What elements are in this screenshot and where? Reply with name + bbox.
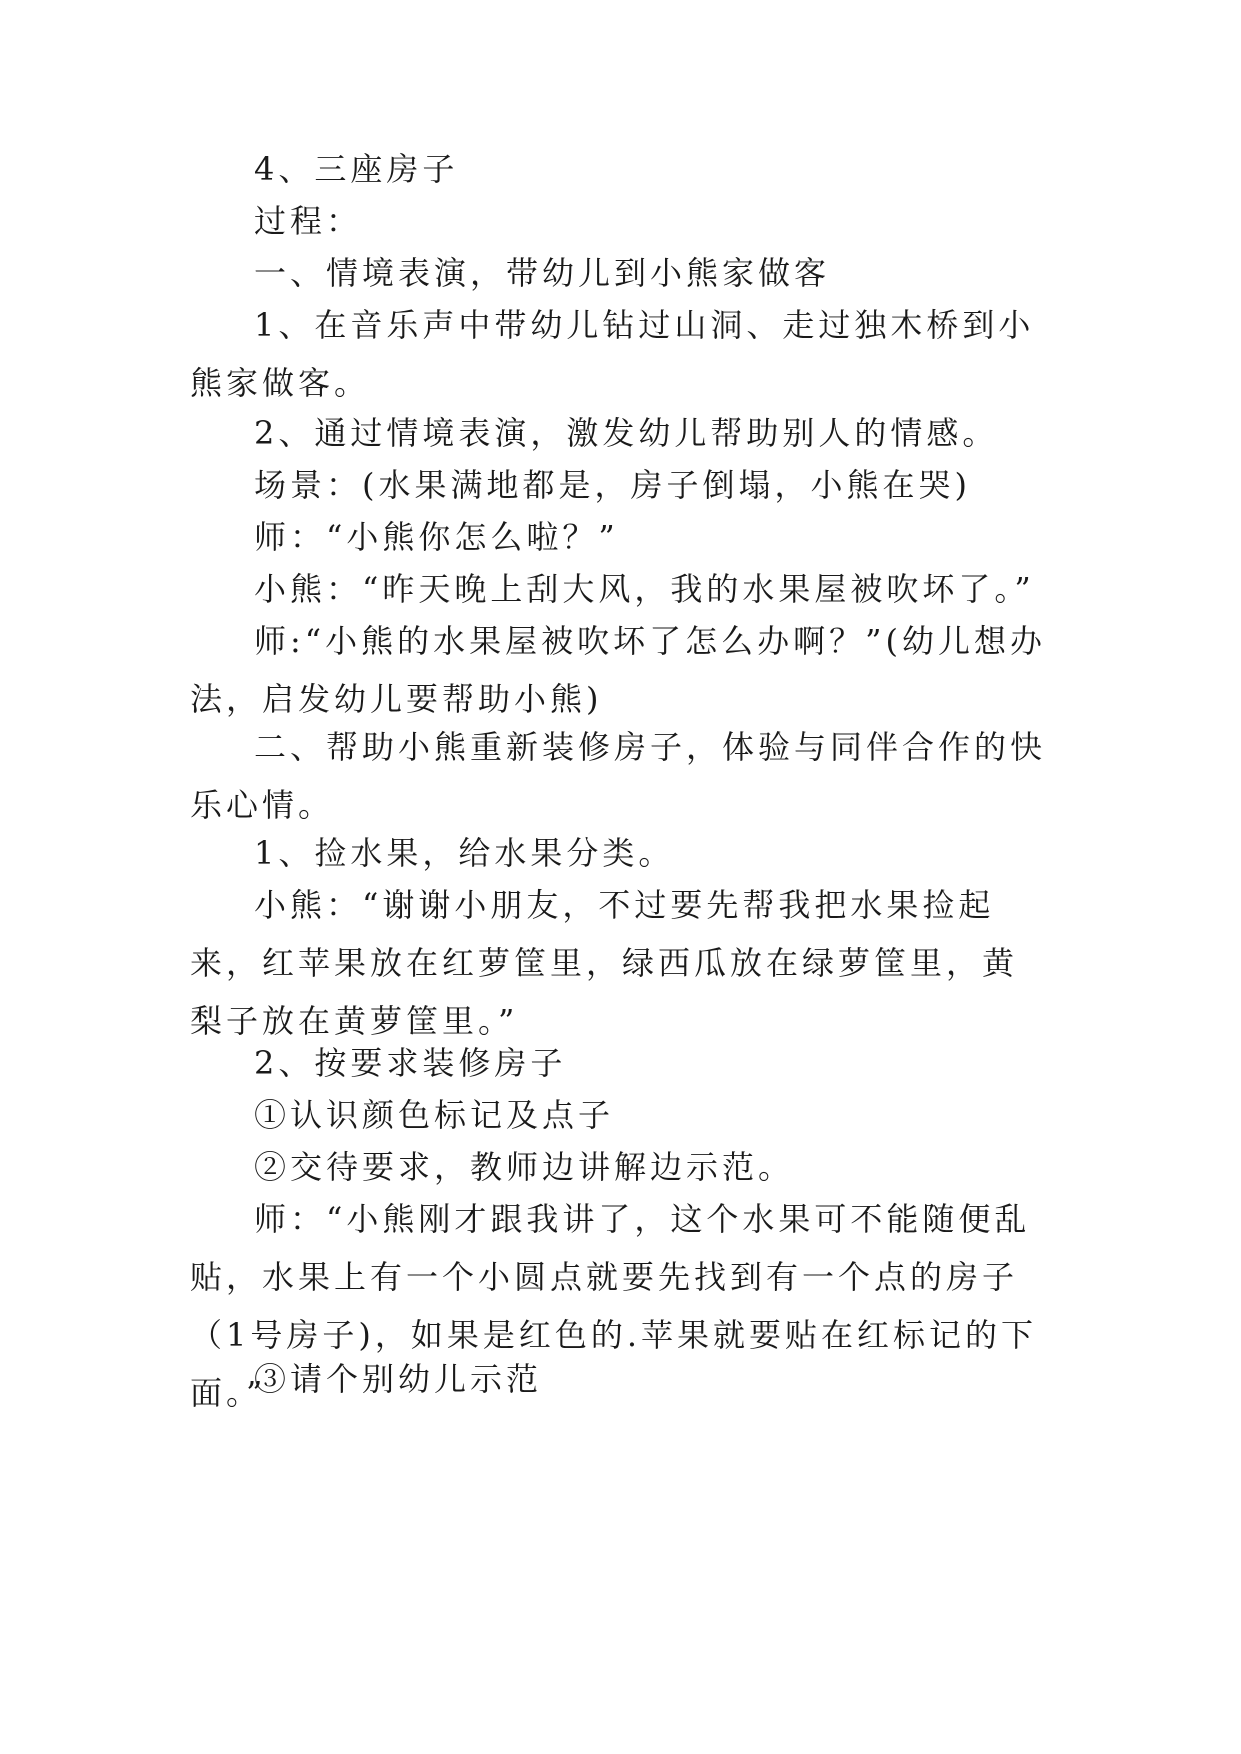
paragraph: 过程：	[254, 202, 363, 240]
paragraph: 一、情境表演，带幼儿到小熊家做客	[254, 254, 831, 292]
paragraph: 2、按要求装修房子	[254, 1044, 567, 1082]
paragraph: 师：“小熊刚才跟我讲了，这个水果可不能随便乱贴，水果上有一个小圆点就要先找到有一个点的房子（1号房子)，如果是红色的.苹果就要贴在红标记的下面。”	[190, 1200, 1038, 1412]
paragraph: 1、在音乐声中带幼儿钻过山洞、走过独木桥到小熊家做客。	[190, 306, 1035, 402]
paragraph: 1、捡水果，给水果分类。	[254, 834, 675, 872]
paragraph: ①认识颜色标记及点子	[254, 1096, 615, 1134]
paragraph: 小熊：“昨天晚上刮大风，我的水果屋被吹坏了。”	[254, 570, 1035, 608]
paragraph: ②交待要求，教师边讲解边示范。	[254, 1148, 795, 1186]
paragraph: 师：“小熊你怎么啦？”	[254, 518, 619, 556]
paragraph: ③请个别幼儿示范	[254, 1360, 543, 1398]
paragraph: 4、三座房子	[254, 150, 459, 188]
paragraph: 师:“小熊的水果屋被吹坏了怎么办啊？”(幼儿想办法，启发幼儿要帮助小熊)	[190, 622, 1046, 718]
paragraph: 2、通过情境表演，激发幼儿帮助别人的情感。	[254, 414, 999, 452]
paragraph: 小熊：“谢谢小朋友，不过要先帮我把水果捡起来，红苹果放在红萝筐里，绿西瓜放在绿萝筐里，黄梨子放在黄萝筐里。”	[190, 886, 1019, 1040]
paragraph: 场景：(水果满地都是，房子倒塌，小熊在哭)	[254, 466, 971, 504]
paragraph: 二、帮助小熊重新装修房子，体验与同伴合作的快乐心情。	[190, 728, 1047, 824]
